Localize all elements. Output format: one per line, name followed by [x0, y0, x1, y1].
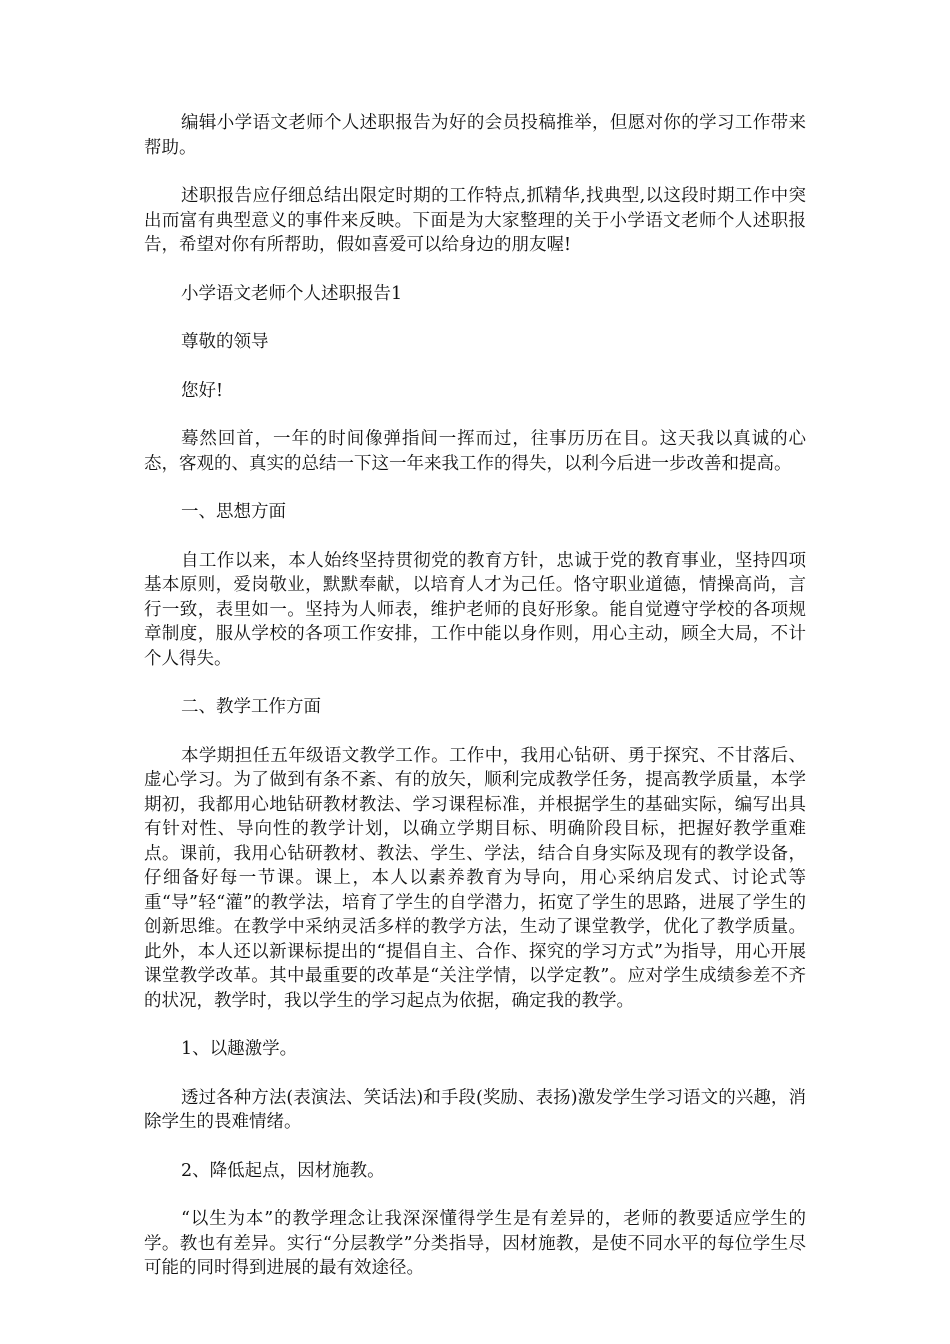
teaching-paragraph: 本学期担任五年级语文教学工作。工作中，我用心钻研、勇于探究、不甘落后、虚心学习。为了做到有条不紊、有的放矢，顺利完成教学任务，提高教学质量，本学期初，我都用心地钻研教材教法、学习课程标准，并根据学生的基础实际，编写出具有针对性、导向性的教学计划，以确立学期目标、明确阶段目标，把握好教学重难点。课前，我用心钻研教材、教法、学生、学法，结合自身实际及现有的教学设备，仔细备好每一节课。课上，本人以素养教育为导向，用心采纳启发式、讨论式等重“导”轻“灌”的教学法，培育了学生的自学潜力，拓宽了学生的思路，进展了学生的创新思维。在教学中采纳灵活多样的教学方法，生动了课堂教学，优化了教学质量。此外，本人还以新课标提出的“提倡自主、合作、探究的学习方式”为指导，用心开展课堂教学改革。其中最重要的改革是“关注学情，以学定教”。应对学生成绩参差不齐的状况，教学时，我以学生的学习起点为依据，确定我的教学。: [144, 745, 806, 1011]
section-heading-teaching: 二、教学工作方面: [181, 697, 321, 717]
greeting: 您好!: [181, 380, 224, 401]
intro-paragraph: 编辑小学语文老师个人述职报告为好的会员投稿推举，但愿对你的学习工作带来帮助。: [144, 113, 806, 158]
document-page: [144, 111, 806, 1305]
section-heading-thought: 一、思想方面: [181, 502, 286, 522]
subheading-interest: 1、以趣激学。: [181, 1039, 298, 1059]
opening-paragraph: 蓦然回首，一年的时间像弹指间一挥而过，往事历历在目。这天我以真诚的心态，客观的、真实的总结一下这一年来我工作的得失，以利今后进一步改善和提高。: [144, 429, 806, 474]
report-title: 小学语文老师个人述职报告1: [181, 283, 403, 304]
salutation: 尊敬的领导: [181, 332, 269, 352]
thought-paragraph: 自工作以来，本人始终坚持贯彻党的教育方针，忠诚于党的教育事业，坚持四项基本原则，爱岗敬业，默默奉献，以培育人才为己任。恪守职业道德，情操高尚，言行一致，表里如一。坚持为人师表，维护老师的良好形象。能自觉遵守学校的各项规章制度，服从学校的各项工作安排，工作中能以身作则，用心主动，顾全大局，不计个人得失。: [144, 550, 806, 669]
interest-paragraph: 透过各种方法(表演法、笑话法)和手段(奖励、表扬)激发学生学习语文的兴趣，消除学生的畏难情绪。: [144, 1087, 806, 1132]
summary-paragraph: 述职报告应仔细总结出限定时期的工作特点,抓精华,找典型,以这段时期工作中突出而富有典型意义的事件来反映。下面是为大家整理的关于小学语文老师个人述职报告，希望对你有所帮助，假如喜爱可以给身边的朋友喔!: [144, 186, 806, 255]
layered-paragraph: “以生为本”的教学理念让我深深懂得学生是有差异的，老师的教要适应学生的学。教也有差异。实行“分层教学”分类指导，因材施教，是使不同水平的每位学生尽可能的同时得到进展的最有效途径。: [144, 1209, 806, 1278]
subheading-layered: 2、降低起点，因材施教。: [181, 1160, 385, 1181]
